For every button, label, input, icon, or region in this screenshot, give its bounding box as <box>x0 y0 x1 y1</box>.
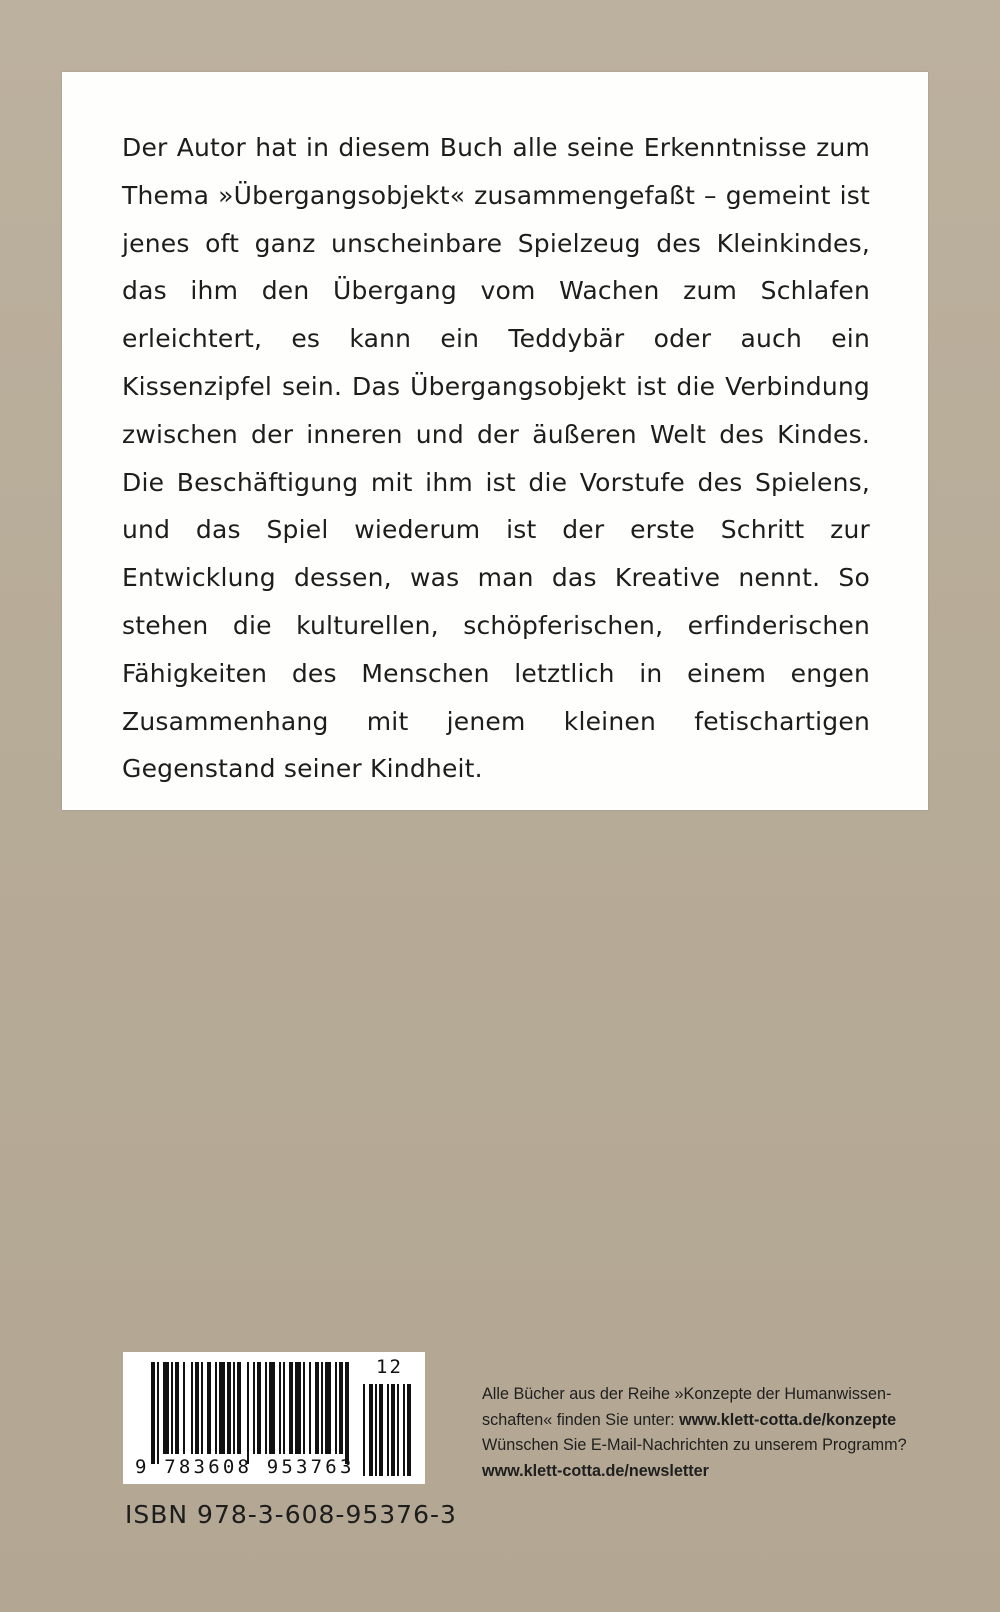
barcode-bar <box>215 1362 217 1454</box>
barcode-bar <box>233 1362 235 1454</box>
blurb-text: Der Autor hat in diesem Buch alle seine Erkenntnisse zum Thema »Übergangsobjekt« zusammengefaßt – gemeint ist jenes oft ganz unscheinbare Spielzeug des Kleinkindes, das ihm den Übergang vom Wachen zum Schlafen erleichtert, es kann ein Teddybär oder auch ein Kissenzipfel sein. Das Übergangsobjekt ist die Verbindung zwischen der inneren und der äußeren Welt des Kindes. Die Beschäftigung mit ihm ist die Vorstufe des Spielens, und das Spiel wiederum ist der erste Schritt zur Entwicklung dessen, was man das Kreative nennt. So stehen die kulturellen, schöpferischen, erfinderischen Fähigkeiten des Menschen letztlich in einem engen Zusammenhang mit jenem kleinen fetischartigen Gegenstand seiner Kindheit. <box>122 133 870 784</box>
series-info <box>482 1382 922 1484</box>
barcode-bar <box>265 1362 267 1454</box>
series-info-line-3: Wünschen Sie E-Mail-Nachrichten zu unserem Programm? <box>482 1436 907 1454</box>
barcode-bar <box>321 1362 323 1454</box>
barcode-bar <box>315 1362 319 1454</box>
konzepte-link[interactable]: www.klett-cotta.de/konzepte <box>679 1410 897 1429</box>
barcode-bar <box>339 1362 343 1454</box>
barcode-bar <box>257 1362 261 1454</box>
barcode-bar <box>325 1362 331 1454</box>
barcode-addon-bar <box>407 1384 411 1476</box>
barcode-bar <box>283 1362 285 1454</box>
barcode-addon-bar <box>363 1384 365 1476</box>
barcode-bar <box>253 1362 255 1454</box>
barcode-bar <box>207 1362 211 1454</box>
isbn-label: ISBN 978-3-608-95376-3 <box>125 1500 457 1529</box>
barcode-bar <box>289 1362 293 1454</box>
barcode-addon-bar <box>403 1384 405 1476</box>
barcode-addon-bar <box>391 1384 395 1476</box>
barcode-addon-bar <box>387 1384 389 1476</box>
barcode-bar <box>279 1362 281 1454</box>
barcode-bar <box>183 1362 185 1454</box>
barcode-addon-bar <box>375 1384 377 1476</box>
barcode-bar <box>247 1362 249 1464</box>
barcode-bar <box>151 1362 155 1464</box>
barcode <box>123 1352 425 1484</box>
barcode-bar <box>295 1362 301 1454</box>
barcode-bar <box>163 1362 169 1454</box>
barcode-bar <box>195 1362 199 1454</box>
barcode-bar <box>269 1362 275 1454</box>
barcode-bar <box>227 1362 231 1454</box>
blurb-box <box>62 72 928 810</box>
barcode-bar <box>237 1362 241 1454</box>
series-info-line-2 <box>482 1408 922 1434</box>
barcode-bar <box>175 1362 179 1454</box>
series-info-line-2-text: schaften« finden Sie unter: <box>482 1410 680 1429</box>
series-info-line-1: Alle Bücher aus der Reihe »Konzepte der Humanwissen- <box>482 1385 892 1403</box>
barcode-addon-bar <box>397 1384 399 1476</box>
barcode-digits: 9 783608 953763 <box>135 1456 355 1478</box>
barcode-bar <box>191 1362 193 1454</box>
barcode-bar <box>171 1362 173 1454</box>
barcode-bar <box>345 1362 349 1464</box>
barcode-bar <box>201 1362 203 1454</box>
barcode-bar <box>309 1362 311 1454</box>
barcode-bar <box>157 1362 159 1464</box>
barcode-addon-bar <box>379 1384 383 1476</box>
barcode-bar <box>219 1362 225 1454</box>
barcode-bar <box>335 1362 337 1454</box>
newsletter-link[interactable]: www.klett-cotta.de/newsletter <box>482 1461 709 1480</box>
barcode-addon-digits: 12 <box>376 1356 403 1378</box>
barcode-addon-bar <box>369 1384 373 1476</box>
barcode-bar <box>303 1362 305 1454</box>
